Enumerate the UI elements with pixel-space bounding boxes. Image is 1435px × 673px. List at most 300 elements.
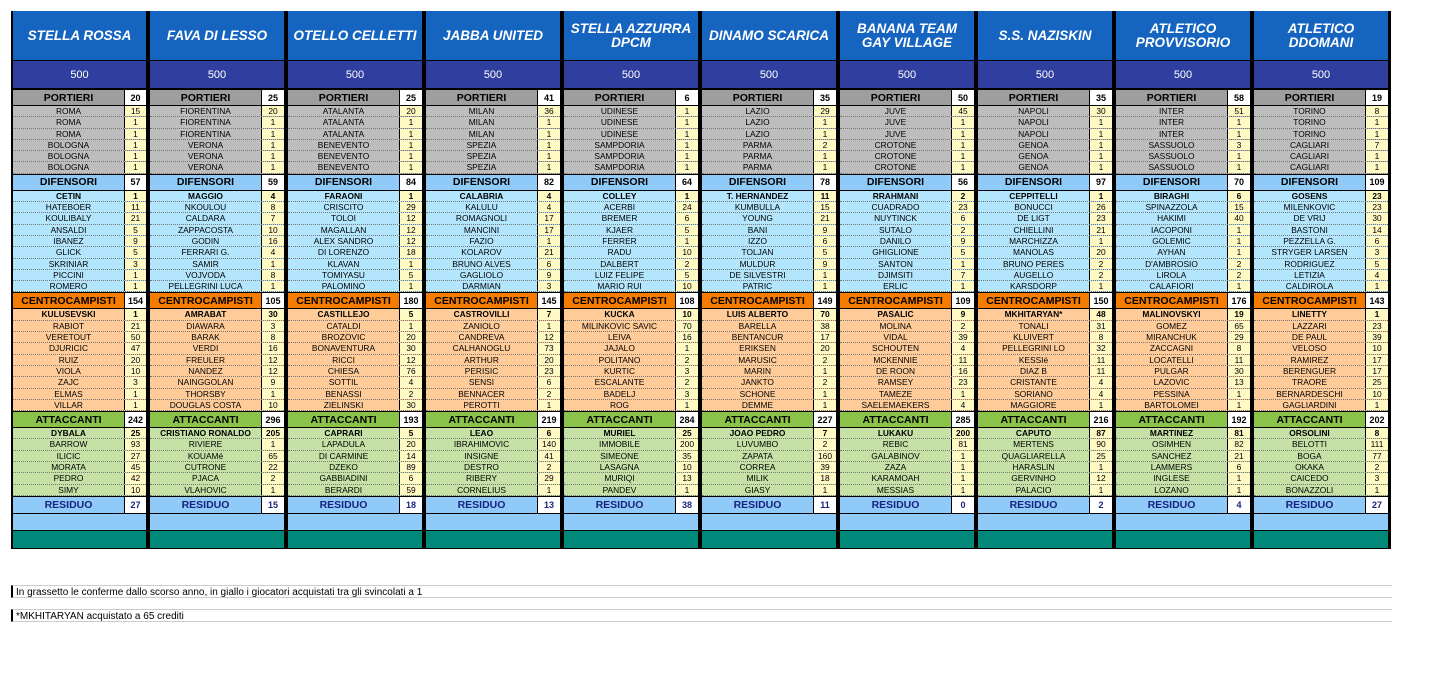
player-price: 9: [952, 236, 974, 246]
section-label: DIFENSORI: [702, 175, 814, 190]
section-difensori: [13, 174, 146, 293]
player-price: 1: [125, 117, 146, 127]
section-attaccanti: [840, 411, 974, 496]
player-row: [702, 332, 836, 343]
player-name: DE PAUL: [1254, 332, 1366, 342]
player-name: SENSI: [426, 377, 538, 387]
player-row: [1116, 428, 1250, 439]
player-name: ROG: [564, 400, 676, 410]
player-row: [1254, 281, 1388, 292]
player-name: DYBALA: [13, 428, 125, 438]
residuo-label: RESIDUO: [702, 497, 814, 513]
player-row: [978, 366, 1112, 377]
section-total: 97: [1090, 175, 1112, 190]
player-name: JANKTO: [702, 377, 814, 387]
player-price: 1: [676, 343, 698, 353]
player-price: 42: [125, 473, 146, 483]
player-row: [564, 213, 698, 224]
player-row: [150, 366, 284, 377]
player-row: [288, 213, 422, 224]
player-price: 1: [952, 129, 974, 139]
player-price: 9: [538, 270, 560, 280]
team-column: [11, 11, 149, 549]
player-price: 48: [1090, 309, 1112, 319]
player-name: KUCKA: [564, 309, 676, 319]
player-price: 3: [676, 389, 698, 399]
player-name: MILENKOVIC: [1254, 202, 1366, 212]
player-name: TORINO: [1254, 106, 1366, 116]
player-name: AMRABAT: [150, 309, 262, 319]
player-row: [1116, 247, 1250, 258]
player-name: PARMA: [702, 140, 814, 150]
empty-row: [564, 531, 698, 549]
player-price: 1: [1090, 162, 1112, 172]
section-header: [1116, 174, 1250, 191]
player-price: 1: [814, 281, 836, 291]
player-name: UDINESE: [564, 129, 676, 139]
player-price: 7: [952, 270, 974, 280]
section-total: 105: [262, 293, 284, 308]
player-price: 87: [1090, 428, 1112, 438]
residuo-label: RESIDUO: [1254, 497, 1366, 513]
section-portieri: [150, 89, 284, 174]
section-total: 109: [952, 293, 974, 308]
player-price: 50: [125, 332, 146, 342]
player-row: [978, 281, 1112, 292]
player-price: 1: [1090, 462, 1112, 472]
player-row: [1116, 355, 1250, 366]
player-name: PALOMINO: [288, 281, 400, 291]
player-name: JUVE: [840, 106, 952, 116]
player-row: [840, 129, 974, 140]
player-name: LUKAKU: [840, 428, 952, 438]
section-portieri: [426, 89, 560, 174]
player-name: KARSDORP: [978, 281, 1090, 291]
player-name: ATALANTA: [288, 129, 400, 139]
player-price: 93: [125, 439, 146, 449]
player-row: [840, 400, 974, 411]
section-total: 6: [676, 90, 698, 105]
player-price: 23: [1366, 321, 1388, 331]
player-row: [840, 309, 974, 320]
player-row: [840, 366, 974, 377]
player-row: [978, 151, 1112, 162]
player-name: CHIESA: [288, 366, 400, 376]
player-name: PJACA: [150, 473, 262, 483]
player-row: [288, 247, 422, 258]
player-name: BARELLA: [702, 321, 814, 331]
player-row: [840, 485, 974, 496]
player-price: 35: [676, 451, 698, 461]
player-row: [288, 151, 422, 162]
player-name: FARAONI: [288, 191, 400, 201]
player-row: [1254, 117, 1388, 128]
player-price: 10: [676, 281, 698, 291]
player-price: 82: [1228, 439, 1250, 449]
section-label: PORTIERI: [564, 90, 676, 105]
player-price: 1: [952, 259, 974, 269]
player-row: [702, 259, 836, 270]
player-row: [840, 247, 974, 258]
player-name: TRAORE: [1254, 377, 1366, 387]
residuo-value: 27: [125, 497, 146, 513]
player-name: TOMIYASU: [288, 270, 400, 280]
player-row: [840, 270, 974, 281]
section-label: CENTROCAMPISTI: [13, 293, 125, 308]
player-name: DE SILVESTRI: [702, 270, 814, 280]
section-header: [1116, 292, 1250, 309]
player-price: 2: [814, 377, 836, 387]
player-name: BARTOLOMEI: [1116, 400, 1228, 410]
player-row: [564, 140, 698, 151]
player-price: 30: [1090, 106, 1112, 116]
player-price: 30: [400, 400, 422, 410]
player-price: 3: [1228, 140, 1250, 150]
player-name: DI LORENZO: [288, 247, 400, 257]
player-price: 4: [1090, 389, 1112, 399]
player-row: [150, 485, 284, 496]
section-label: DIFENSORI: [978, 175, 1090, 190]
player-price: 6: [952, 213, 974, 223]
section-attaccanti: [150, 411, 284, 496]
player-name: CASTROVILLI: [426, 309, 538, 319]
player-name: CALAFIORI: [1116, 281, 1228, 291]
player-price: 20: [125, 355, 146, 365]
player-name: KARAMOAH: [840, 473, 952, 483]
player-price: 65: [262, 451, 284, 461]
player-price: 40: [1228, 213, 1250, 223]
player-name: RADU: [564, 247, 676, 257]
player-name: LAPADULA: [288, 439, 400, 449]
player-price: 6: [538, 428, 560, 438]
section-attaccanti: [13, 411, 146, 496]
player-price: 3: [125, 259, 146, 269]
player-price: 1: [814, 117, 836, 127]
player-price: 10: [676, 462, 698, 472]
player-price: 1: [1366, 151, 1388, 161]
player-price: 39: [1366, 332, 1388, 342]
player-name: CRISTIANO RONALDO: [150, 428, 262, 438]
section-attaccanti: [702, 411, 836, 496]
player-name: LETIZIA: [1254, 270, 1366, 280]
player-price: 1: [1228, 389, 1250, 399]
section-header: [13, 411, 146, 428]
player-name: BANI: [702, 225, 814, 235]
residuo-label: RESIDUO: [13, 497, 125, 513]
empty-row: [1254, 514, 1388, 531]
player-name: GOLEMIC: [1116, 236, 1228, 246]
section-total: 50: [952, 90, 974, 105]
player-price: 2: [1090, 259, 1112, 269]
player-row: [702, 247, 836, 258]
player-price: 5: [125, 247, 146, 257]
player-row: [288, 236, 422, 247]
player-price: 5: [400, 428, 422, 438]
player-price: 1: [1366, 309, 1388, 319]
player-price: 1: [400, 162, 422, 172]
section-header: [426, 89, 560, 106]
section-header: [978, 411, 1112, 428]
player-price: 1: [262, 162, 284, 172]
player-price: 10: [125, 485, 146, 495]
empty-row: [426, 514, 560, 531]
player-row: [840, 281, 974, 292]
section-label: PORTIERI: [840, 90, 952, 105]
player-name: BENNACER: [426, 389, 538, 399]
residuo-label: RESIDUO: [426, 497, 538, 513]
player-row: [840, 225, 974, 236]
player-row: [13, 366, 146, 377]
player-name: KURTIC: [564, 366, 676, 376]
player-name: BENTANCUR: [702, 332, 814, 342]
player-name: ZAPPACOSTA: [150, 225, 262, 235]
player-price: 16: [262, 236, 284, 246]
player-row: [1116, 485, 1250, 496]
player-name: MAGGIO: [150, 191, 262, 201]
player-row: [13, 389, 146, 400]
player-row: [13, 151, 146, 162]
section-total: 202: [1366, 412, 1388, 427]
residuo-value: 2: [1090, 497, 1112, 513]
player-name: KLAVAN: [288, 259, 400, 269]
player-price: 1: [262, 140, 284, 150]
player-row: [426, 462, 560, 473]
player-price: 2: [1228, 259, 1250, 269]
player-price: 20: [262, 106, 284, 116]
player-price: 3: [262, 321, 284, 331]
player-row: [978, 332, 1112, 343]
player-price: 1: [1228, 281, 1250, 291]
player-price: 5: [952, 247, 974, 257]
player-row: [840, 162, 974, 173]
player-row: [702, 439, 836, 450]
player-row: [1254, 332, 1388, 343]
player-name: POLITANO: [564, 355, 676, 365]
player-price: 18: [814, 473, 836, 483]
player-row: [150, 259, 284, 270]
player-price: 1: [125, 140, 146, 150]
player-row: [978, 428, 1112, 439]
residuo-row: [426, 496, 560, 514]
player-row: [564, 462, 698, 473]
player-price: 1: [400, 140, 422, 150]
player-price: 14: [400, 451, 422, 461]
player-row: [702, 117, 836, 128]
player-price: 5: [125, 225, 146, 235]
player-name: ATALANTA: [288, 117, 400, 127]
section-label: ATTACCANTI: [426, 412, 538, 427]
section-header: [840, 174, 974, 191]
player-row: [702, 321, 836, 332]
player-name: PEZZELLA G.: [1254, 236, 1366, 246]
player-row: [1254, 389, 1388, 400]
team-name: OTELLO CELLETTI: [288, 11, 422, 61]
section-header: [150, 89, 284, 106]
residuo-label: RESIDUO: [978, 497, 1090, 513]
section-label: ATTACCANTI: [978, 412, 1090, 427]
section-header: [564, 89, 698, 106]
player-name: KUMBULLA: [702, 202, 814, 212]
section-label: ATTACCANTI: [564, 412, 676, 427]
player-price: 8: [1366, 428, 1388, 438]
player-row: [13, 236, 146, 247]
section-header: [288, 292, 422, 309]
player-name: ORSOLINI: [1254, 428, 1366, 438]
player-price: 76: [400, 366, 422, 376]
player-row: [1254, 129, 1388, 140]
player-price: 1: [125, 151, 146, 161]
player-row: [150, 321, 284, 332]
player-row: [1254, 309, 1388, 320]
player-name: SASSUOLO: [1116, 162, 1228, 172]
player-price: 11: [1228, 355, 1250, 365]
player-price: 15: [814, 202, 836, 212]
player-row: [426, 332, 560, 343]
player-name: ROMA: [13, 117, 125, 127]
player-price: 25: [1366, 377, 1388, 387]
player-name: MARIN: [702, 366, 814, 376]
empty-row: [702, 531, 836, 549]
player-row: [288, 366, 422, 377]
player-row: [426, 400, 560, 411]
team-column: [425, 11, 563, 549]
player-row: [288, 281, 422, 292]
player-price: 1: [1228, 485, 1250, 495]
player-row: [426, 389, 560, 400]
player-name: VLAHOVIC: [150, 485, 262, 495]
player-name: ZANIOLO: [426, 321, 538, 331]
section-centrocampisti: [1254, 292, 1388, 411]
section-label: ATTACCANTI: [702, 412, 814, 427]
player-row: [564, 366, 698, 377]
player-price: 7: [1366, 140, 1388, 150]
player-row: [702, 202, 836, 213]
section-label: CENTROCAMPISTI: [1254, 293, 1366, 308]
player-name: LUVUMBO: [702, 439, 814, 449]
player-price: 1: [1090, 236, 1112, 246]
section-label: CENTROCAMPISTI: [150, 293, 262, 308]
player-row: [288, 202, 422, 213]
player-name: DIAWARA: [150, 321, 262, 331]
player-name: MESSIAS: [840, 485, 952, 495]
section-attaccanti: [1116, 411, 1250, 496]
player-name: SPEZIA: [426, 162, 538, 172]
player-row: [978, 321, 1112, 332]
player-row: [150, 281, 284, 292]
player-row: [1116, 191, 1250, 202]
player-row: [288, 321, 422, 332]
player-row: [288, 439, 422, 450]
player-name: BASTONI: [1254, 225, 1366, 235]
player-price: 6: [400, 473, 422, 483]
player-row: [288, 191, 422, 202]
section-total: 216: [1090, 412, 1112, 427]
section-total: 285: [952, 412, 974, 427]
player-row: [564, 389, 698, 400]
player-price: 36: [538, 106, 560, 116]
player-name: REBIC: [840, 439, 952, 449]
player-price: 1: [1228, 129, 1250, 139]
player-row: [702, 225, 836, 236]
player-name: RICCI: [288, 355, 400, 365]
player-row: [1116, 400, 1250, 411]
player-price: 1: [125, 162, 146, 172]
player-row: [840, 343, 974, 354]
team-column: [701, 11, 839, 549]
player-name: BOLOGNA: [13, 140, 125, 150]
player-price: 31: [1090, 321, 1112, 331]
player-name: FERRER: [564, 236, 676, 246]
player-price: 20: [814, 343, 836, 353]
player-row: [978, 309, 1112, 320]
player-row: [564, 106, 698, 117]
section-attaccanti: [1254, 411, 1388, 496]
section-centrocampisti: [288, 292, 422, 411]
player-name: GERVINHO: [978, 473, 1090, 483]
player-row: [702, 191, 836, 202]
section-portieri: [702, 89, 836, 174]
player-name: GODIN: [150, 236, 262, 246]
player-row: [564, 343, 698, 354]
player-row: [288, 332, 422, 343]
player-row: [426, 281, 560, 292]
player-price: 1: [125, 281, 146, 291]
section-total: 154: [125, 293, 146, 308]
team-budget: 500: [978, 61, 1112, 89]
player-price: 21: [125, 213, 146, 223]
residuo-label: RESIDUO: [564, 497, 676, 513]
player-row: [702, 151, 836, 162]
player-row: [426, 225, 560, 236]
player-name: LEAO: [426, 428, 538, 438]
player-row: [840, 389, 974, 400]
section-total: 56: [952, 175, 974, 190]
player-price: 19: [1228, 309, 1250, 319]
player-name: GAGLIOLO: [426, 270, 538, 280]
player-price: 27: [125, 451, 146, 461]
section-portieri: [1254, 89, 1388, 174]
empty-row: [426, 531, 560, 549]
player-price: 14: [1366, 225, 1388, 235]
player-row: [1254, 259, 1388, 270]
player-row: [702, 389, 836, 400]
player-price: 1: [262, 259, 284, 269]
section-header: [1254, 292, 1388, 309]
player-row: [426, 343, 560, 354]
player-row: [13, 439, 146, 450]
player-name: IZZO: [702, 236, 814, 246]
section-centrocampisti: [13, 292, 146, 411]
player-row: [1254, 439, 1388, 450]
section-label: ATTACCANTI: [288, 412, 400, 427]
player-row: [288, 270, 422, 281]
team-budget: 500: [1254, 61, 1388, 89]
player-price: 1: [400, 281, 422, 291]
player-name: KJAER: [564, 225, 676, 235]
player-row: [840, 439, 974, 450]
player-row: [1116, 213, 1250, 224]
player-price: 10: [1366, 343, 1388, 353]
player-price: 8: [262, 270, 284, 280]
player-price: 1: [1228, 473, 1250, 483]
player-row: [978, 129, 1112, 140]
player-name: DANILO: [840, 236, 952, 246]
player-row: [564, 321, 698, 332]
player-name: BRUNO ALVES: [426, 259, 538, 269]
player-price: 1: [814, 162, 836, 172]
player-price: 9: [814, 225, 836, 235]
player-price: 1: [952, 281, 974, 291]
